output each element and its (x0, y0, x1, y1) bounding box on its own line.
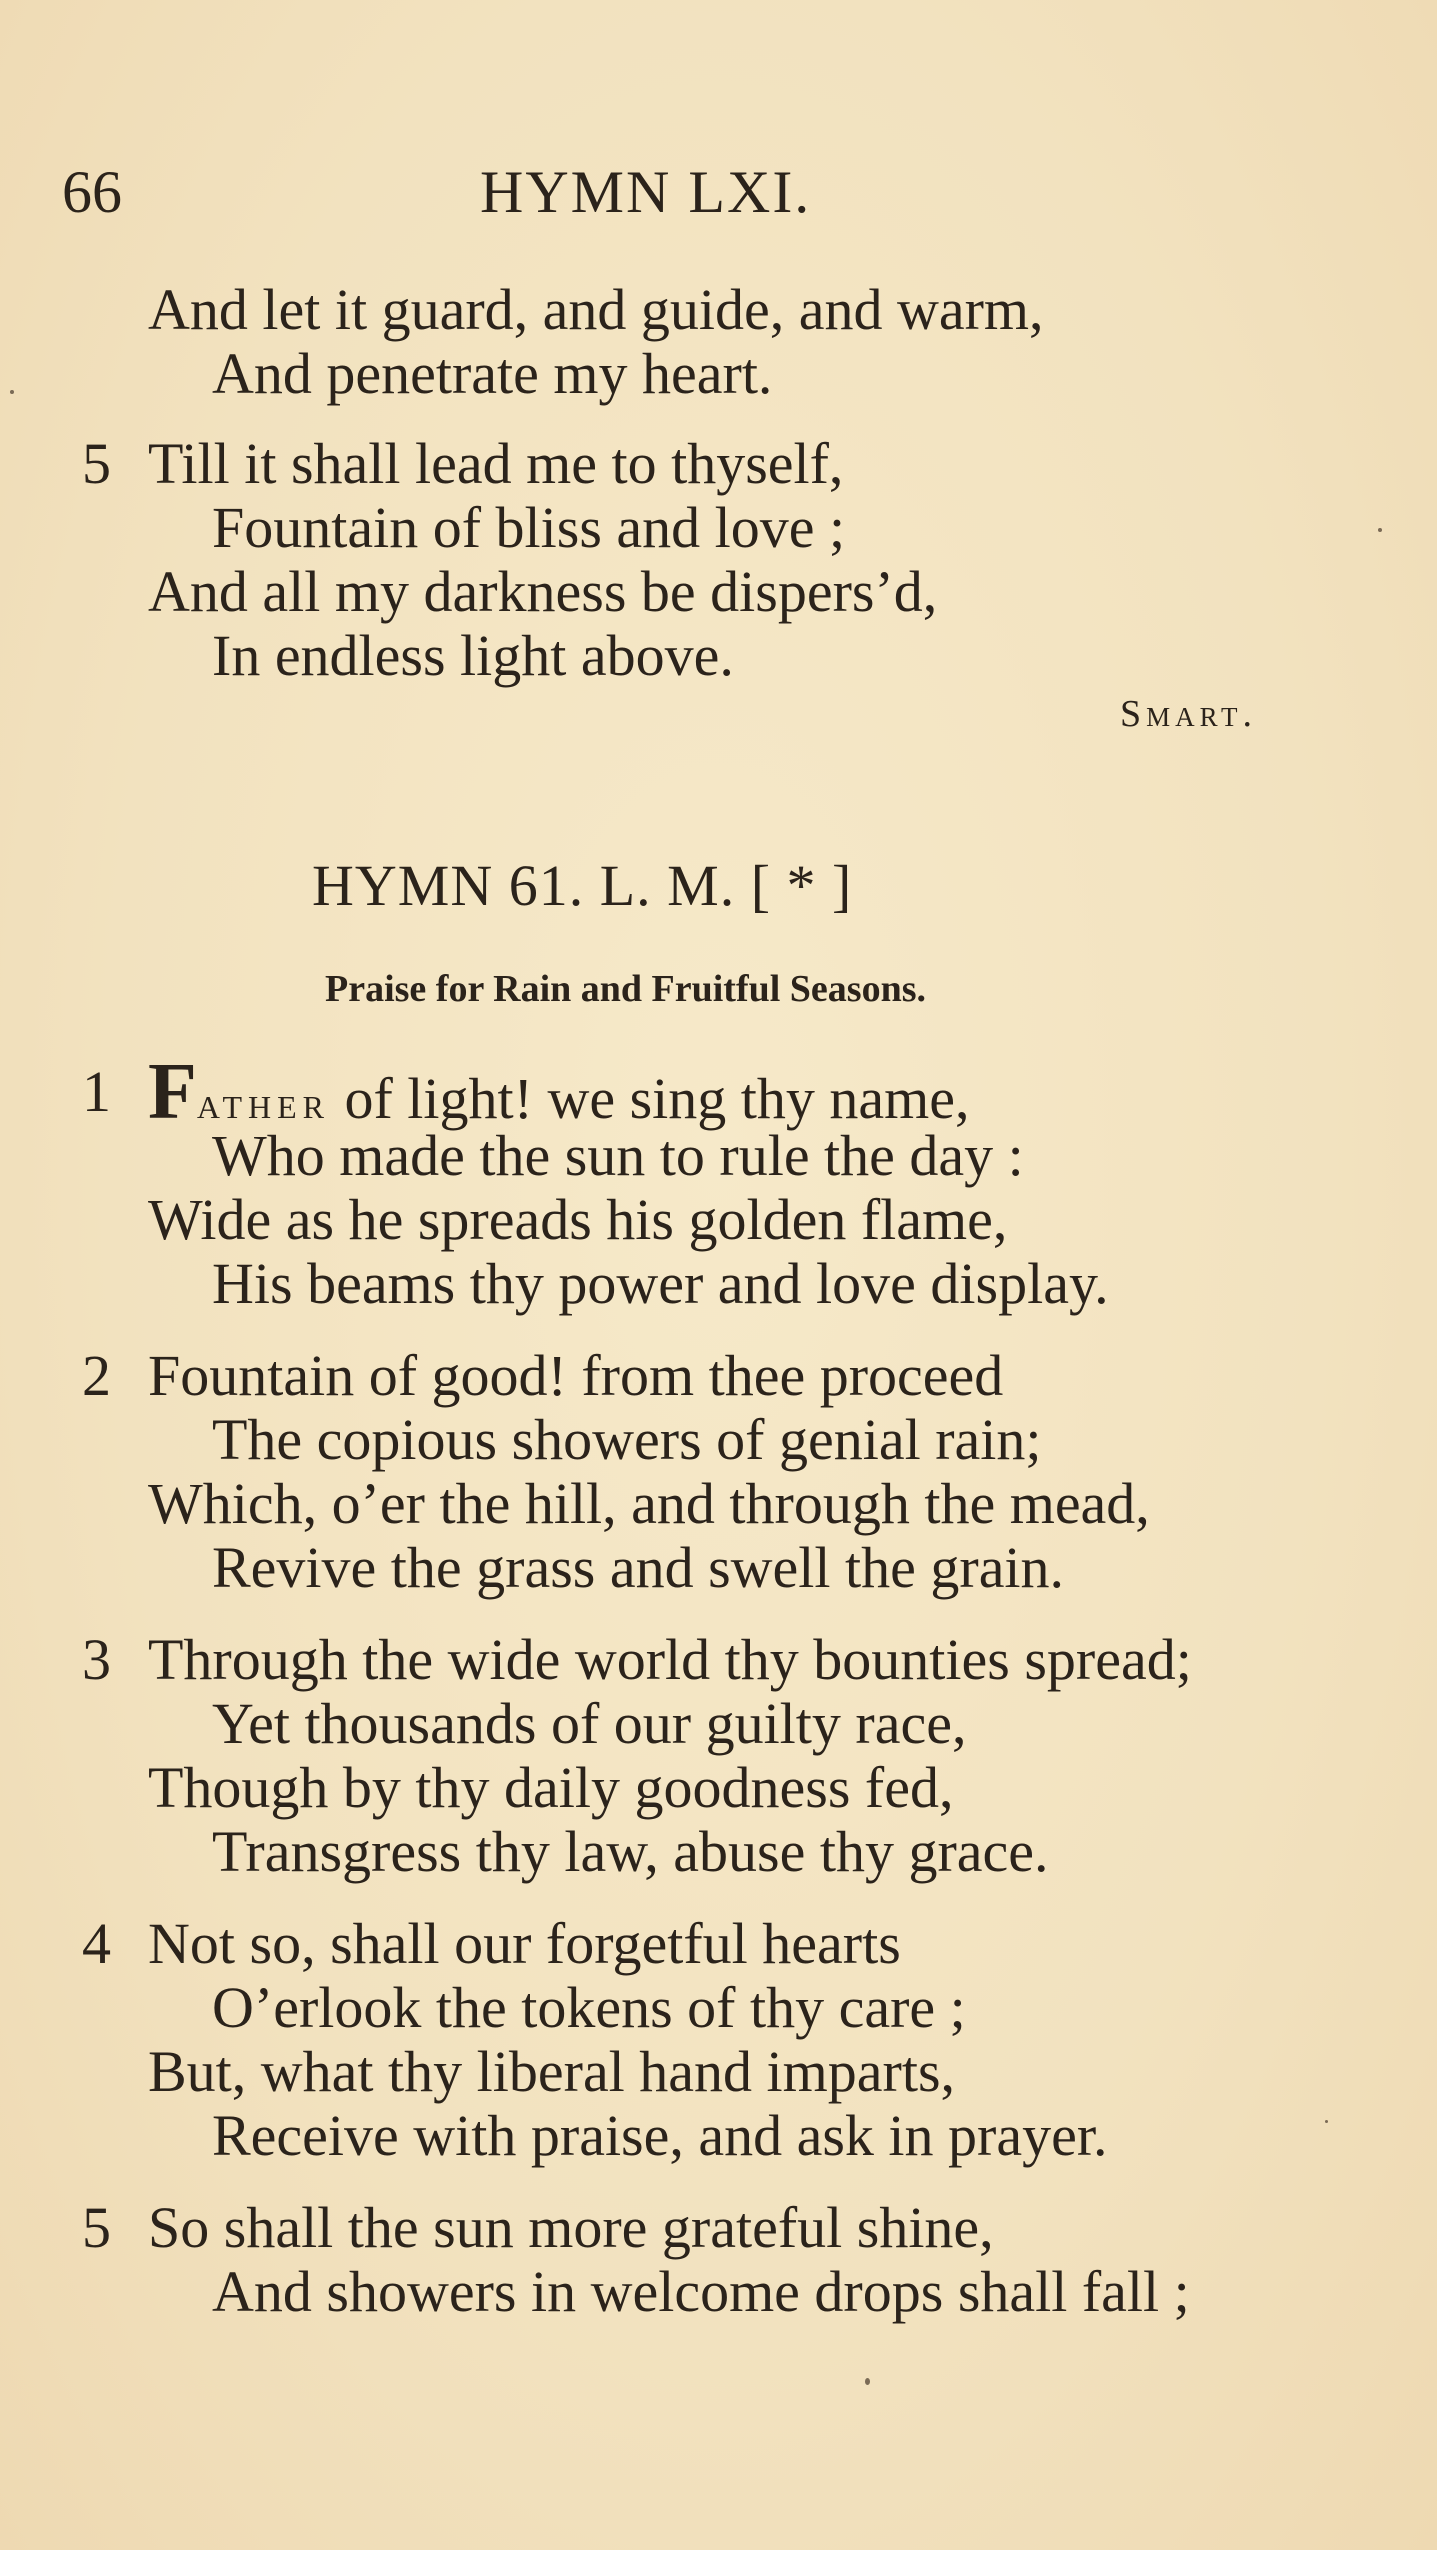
verse-line: The copious showers of genial rain; (212, 1407, 1042, 1472)
verse-line: Yet thousands of our guilty race, (212, 1691, 967, 1756)
verse-line: Which, o’er the hill, and through the mead, (148, 1471, 1150, 1536)
verse-line: Transgress thy law, abuse thy grace. (212, 1819, 1049, 1884)
hymn-subtitle: Praise for Rain and Fruitful Seasons. (325, 968, 927, 1010)
stanza-number: 5 (82, 2195, 111, 2260)
verse-line: Receive with praise, and ask in prayer. (212, 2103, 1108, 2168)
verse-line: But, what thy liberal hand imparts, (148, 2039, 956, 2104)
first-line-rest: of light! we sing thy name, (329, 1066, 970, 1131)
verse-line: And showers in welcome drops shall fall ; (212, 2259, 1190, 2324)
stanza-number: 2 (82, 1343, 111, 1408)
verse-line: Through the wide world thy bounties spread; (148, 1627, 1192, 1692)
verse-line: Revive the grass and swell the grain. (212, 1535, 1065, 1600)
page-number: 66 (62, 159, 122, 225)
stanza-number: 1 (82, 1059, 111, 1124)
verse-line: Not so, shall our forgetful hearts (148, 1911, 901, 1976)
hymn-title: HYMN 61. L. M. [ * ] (312, 853, 853, 918)
author-attribution: Smart. (1120, 693, 1258, 735)
stanza-number: 5 (82, 431, 111, 496)
verse-line: Who made the sun to rule the day : (212, 1123, 1024, 1188)
paper-speck (1378, 528, 1382, 532)
verse-line: And let it guard, and guide, and warm, (148, 277, 1044, 342)
paper-speck (10, 390, 14, 394)
paper-speck (865, 2378, 870, 2385)
paper-speck (1325, 2120, 1328, 2123)
verse-line: So shall the sun more grateful shine, (148, 2195, 994, 2260)
verse-line: O’erlook the tokens of thy care ; (212, 1975, 966, 2040)
verse-line: Till it shall lead me to thyself, (148, 431, 844, 496)
stanza-number: 3 (82, 1627, 111, 1692)
verse-line: His beams thy power and love display. (212, 1251, 1109, 1316)
verse-line: Fountain of good! from thee proceed (148, 1343, 1004, 1408)
verse-line: Wide as he spreads his golden flame, (148, 1187, 1008, 1252)
verse-line: And all my darkness be dispers’d, (148, 559, 938, 624)
verse-line: In endless light above. (212, 623, 734, 688)
running-title: HYMN LXI. (480, 159, 812, 225)
verse-line: And penetrate my heart. (212, 341, 773, 406)
stanza-number: 4 (82, 1911, 111, 1976)
small-caps-word: ather (196, 1077, 330, 1128)
drop-cap: F (148, 1048, 197, 1136)
verse-line: Fountain of bliss and love ; (212, 495, 846, 560)
verse-line: Though by thy daily goodness fed, (148, 1755, 954, 1820)
